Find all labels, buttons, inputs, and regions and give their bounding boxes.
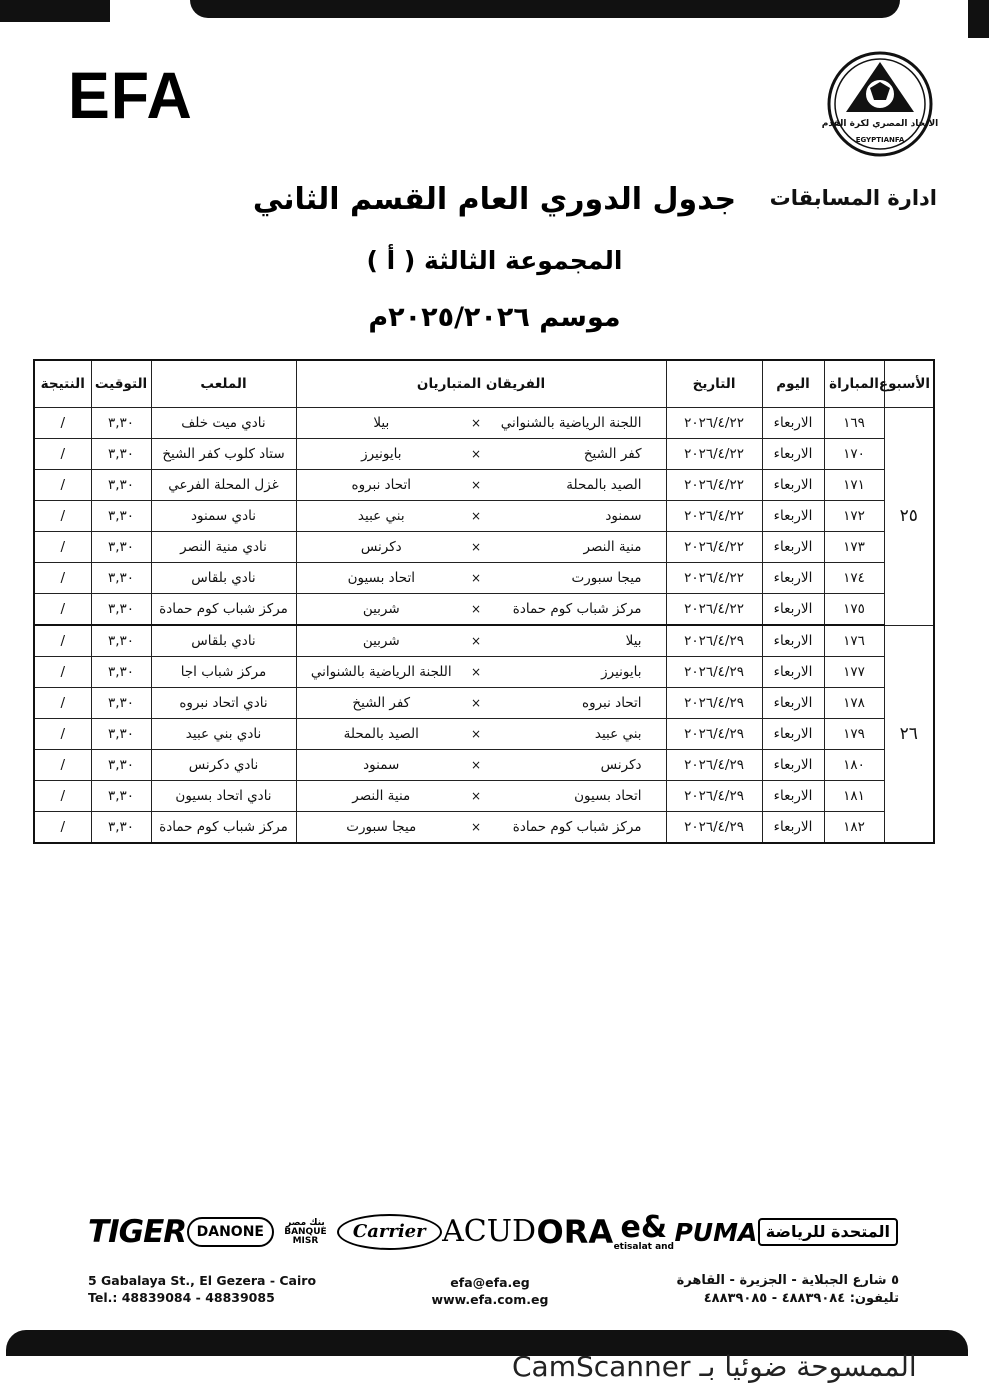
address-en-line-2: Tel.: 48839084 - 48839085 [88,1290,275,1305]
team-away: بني عبيد [296,501,466,532]
table-row [34,563,934,594]
team-away: شربين [296,594,466,626]
match-date: ٢٠٢٦/٤/٢٢ [666,439,762,470]
match-date: ٢٠٢٦/٤/٢٢ [666,501,762,532]
match-number: ١٧٦ [824,625,884,657]
match-venue: نادي منية النصر [151,532,296,563]
match-result: / [34,439,91,470]
fixtures-body [34,408,934,844]
match-result: / [34,594,91,626]
team-home: منية النصر [486,532,666,563]
team-away: الصيد بالمحلة [296,719,466,750]
match-venue: نادي دكرنس [151,750,296,781]
match-time: ٣,٣٠ [91,812,151,844]
vs-mark: × [466,408,486,439]
col-venue: الملعب [151,360,296,408]
match-day: الاربعاء [762,408,824,439]
team-home: اللجنة الرياضية بالشنواني [486,408,666,439]
match-date: ٢٠٢٦/٤/٢٩ [666,719,762,750]
table-row [34,408,934,439]
team-away: سمنود [296,750,466,781]
team-away: دكرنس [296,532,466,563]
match-number: ١٧٥ [824,594,884,626]
table-row [34,750,934,781]
match-day: الاربعاء [762,750,824,781]
match-venue: مركز شباب كوم حمادة [151,812,296,844]
match-date: ٢٠٢٦/٤/٢٩ [666,750,762,781]
match-result: / [34,657,91,688]
sponsor-banque-misr-logo: بنك مصر BANQUE MISR [284,1217,327,1246]
match-number: ١٧٩ [824,719,884,750]
team-away: اتحاد نبروه [296,470,466,501]
vs-mark: × [466,470,486,501]
match-result: / [34,750,91,781]
match-number: ١٧١ [824,470,884,501]
table-row [34,657,934,688]
match-venue: نادي اتحاد نبروه [151,688,296,719]
match-day: الاربعاء [762,594,824,626]
match-result: / [34,470,91,501]
vs-mark: × [466,657,486,688]
sponsor-acud-logo: ACUD [442,1214,537,1249]
footer-website[interactable]: www.efa.com.eg [431,1292,549,1307]
col-date: التاريخ [666,360,762,408]
match-day: الاربعاء [762,688,824,719]
vs-mark: × [466,439,486,470]
match-date: ٢٠٢٦/٤/٢٩ [666,625,762,657]
team-home: مركز شباب كوم حمادة [486,812,666,844]
match-date: ٢٠٢٦/٤/٢٩ [666,812,762,844]
match-day: الاربعاء [762,657,824,688]
match-result: / [34,688,91,719]
team-home: بايونيرز [486,657,666,688]
match-result: / [34,501,91,532]
match-number: ١٨١ [824,781,884,812]
address-en-line-1: 5 Gabalaya St., El Gezera - Cairo [88,1273,317,1288]
etisalat-caption: etisalat and [613,1241,675,1252]
match-result: / [34,719,91,750]
match-day: الاربعاء [762,439,824,470]
vs-mark: × [466,688,486,719]
match-date: ٢٠٢٦/٤/٢٢ [666,563,762,594]
team-home: سمنود [486,501,666,532]
week-number: ٢٦ [884,625,934,843]
efa-logo: EFA [68,58,193,132]
footer-address-en [88,1272,316,1306]
match-number: ١٧٠ [824,439,884,470]
vs-mark: × [466,750,486,781]
seal-caption: EGYPTIANFA [855,136,905,144]
match-number: ١٨٠ [824,750,884,781]
sponsor-puma-logo: PUMA [674,1217,758,1247]
col-day: اليوم [762,360,824,408]
match-time: ٣,٣٠ [91,408,151,439]
department-label: ادارة المسابقات [769,186,937,210]
team-away: شربين [296,625,466,657]
team-home: كفر الشيخ [486,439,666,470]
etisalat-mark: e& [620,1209,668,1245]
week-number: ٢٥ [884,408,934,626]
vs-mark: × [466,501,486,532]
match-number: ١٧٨ [824,688,884,719]
sponsor-etisalat-logo [613,1209,675,1252]
footer-email[interactable]: efa@efa.eg [450,1275,530,1290]
sponsor-united-logo: المتحدة للرياضة [758,1218,898,1246]
team-home: الصيد بالمحلة [486,470,666,501]
camscanner-watermark: الممسوحة ضوئيا بـ CamScanner [512,1350,917,1383]
match-date: ٢٠٢٦/٤/٢٩ [666,781,762,812]
vs-mark: × [466,625,486,657]
team-home: مركز شباب كوم حمادة [486,594,666,626]
team-home: ميجا سبورت [486,563,666,594]
team-away: اتحاد بسيون [296,563,466,594]
match-date: ٢٠٢٦/٤/٢٢ [666,470,762,501]
match-date: ٢٠٢٦/٤/٢٢ [666,408,762,439]
team-home: اتحاد نبروه [486,688,666,719]
match-time: ٣,٣٠ [91,719,151,750]
table-row [34,501,934,532]
team-home: دكرنس [486,750,666,781]
match-day: الاربعاء [762,719,824,750]
team-away: ميجا سبورت [296,812,466,844]
match-date: ٢٠٢٦/٤/٢٩ [666,688,762,719]
vs-mark: × [466,781,486,812]
match-time: ٣,٣٠ [91,625,151,657]
match-day: الاربعاء [762,470,824,501]
match-time: ٣,٣٠ [91,563,151,594]
match-venue: مركز شباب كوم حمادة [151,594,296,626]
sponsor-carrier-logo: Carrier [337,1214,442,1250]
team-away: بايونيرز [296,439,466,470]
match-time: ٣,٣٠ [91,532,151,563]
col-result: النتيجة [34,360,91,408]
match-day: الاربعاء [762,781,824,812]
seal-text: الاتحاد المصري لكرة القدم [821,119,939,129]
match-venue: نادي بلقاس [151,625,296,657]
match-result: / [34,563,91,594]
match-time: ٣,٣٠ [91,594,151,626]
team-home: اتحاد بسيون [486,781,666,812]
footer-address-ar [677,1272,899,1308]
team-away: منية النصر [296,781,466,812]
team-away: بيلا [296,408,466,439]
match-date: ٢٠٢٦/٤/٢٢ [666,594,762,626]
vs-mark: × [466,563,486,594]
col-teams: الفريقان المتباريان [296,360,666,408]
table-row [34,812,934,844]
match-time: ٣,٣٠ [91,688,151,719]
sponsors-bar [88,1206,898,1258]
efa-seal-logo [821,50,939,158]
scan-border-right [968,0,989,38]
address-ar-line-2: تليفون: ٤٨٨٣٩٠٨٤ - ٤٨٨٣٩٠٨٥ [703,1291,899,1306]
match-result: / [34,625,91,657]
team-away: كفر الشيخ [296,688,466,719]
table-row [34,470,934,501]
match-time: ٣,٣٠ [91,657,151,688]
match-time: ٣,٣٠ [91,750,151,781]
match-number: ١٧٧ [824,657,884,688]
match-result: / [34,781,91,812]
vs-mark: × [466,812,486,844]
table-row [34,688,934,719]
scan-border-top [190,0,900,18]
match-result: / [34,812,91,844]
table-header-row [34,360,934,408]
match-venue: نادي بلقاس [151,563,296,594]
col-match: المباراة [824,360,884,408]
match-day: الاربعاء [762,625,824,657]
table-row [34,439,934,470]
sponsor-tiger-logo: TIGER [88,1213,187,1250]
match-venue: غزل المحلة الفرعي [151,470,296,501]
match-venue: نادي اتحاد بسيون [151,781,296,812]
col-week: الأسبوع [884,360,934,408]
match-venue: ستاد كلوب كفر الشيخ [151,439,296,470]
table-row [34,532,934,563]
vs-mark: × [466,719,486,750]
match-day: الاربعاء [762,812,824,844]
match-number: ١٦٩ [824,408,884,439]
match-venue: مركز شباب اجا [151,657,296,688]
match-venue: نادي ميت خلف [151,408,296,439]
page-title: جدول الدوري العام القسم الثاني [252,182,737,217]
match-venue: نادي بني عبيد [151,719,296,750]
match-date: ٢٠٢٦/٤/٢٢ [666,532,762,563]
match-number: ١٧٤ [824,563,884,594]
match-time: ٣,٣٠ [91,470,151,501]
sponsor-danone-logo: DANONE [187,1217,274,1247]
group-title: المجموعة الثالثة ( أ ) [366,246,623,275]
team-home: بيلا [486,625,666,657]
team-home: بني عبيد [486,719,666,750]
fixtures-table [33,359,935,844]
match-venue: نادي سمنود [151,501,296,532]
team-away: اللجنة الرياضية بالشنواني [296,657,466,688]
scan-border-top-left [0,0,110,22]
match-day: الاربعاء [762,532,824,563]
col-time: التوقيت [91,360,151,408]
match-time: ٣,٣٠ [91,439,151,470]
match-result: / [34,532,91,563]
footer-contact [410,1274,570,1308]
address-ar-line-1: ٥ شارع الجبلاية - الجزيرة - القاهرة [676,1273,899,1288]
match-number: ١٧٢ [824,501,884,532]
table-row [34,594,934,626]
season-title: موسم ٢٠٢٥/٢٠٢٦م [368,302,621,333]
table-row [34,625,934,657]
match-time: ٣,٣٠ [91,781,151,812]
table-row [34,781,934,812]
vs-mark: × [466,594,486,626]
match-number: ١٧٣ [824,532,884,563]
match-number: ١٨٢ [824,812,884,844]
match-day: الاربعاء [762,501,824,532]
match-date: ٢٠٢٦/٤/٢٩ [666,657,762,688]
match-result: / [34,408,91,439]
sponsor-ora-logo: ORA [536,1213,614,1251]
match-day: الاربعاء [762,563,824,594]
vs-mark: × [466,532,486,563]
match-time: ٣,٣٠ [91,501,151,532]
table-row [34,719,934,750]
